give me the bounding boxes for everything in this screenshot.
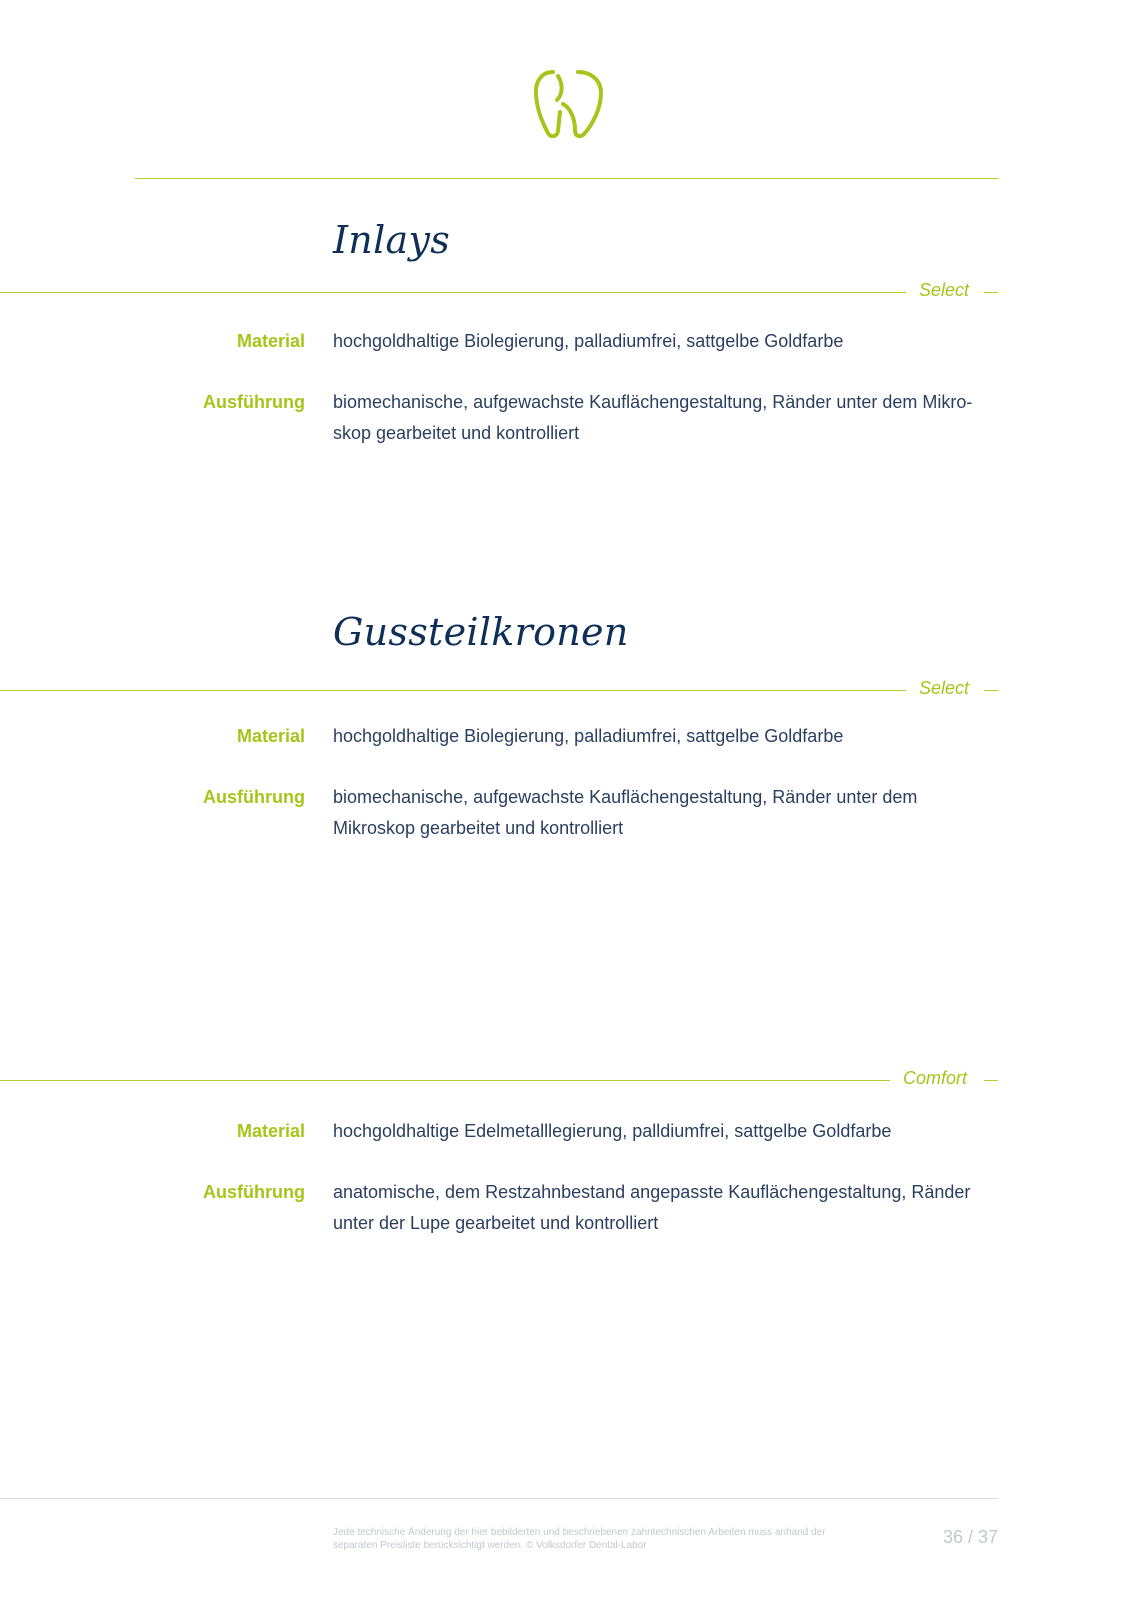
section-title: Gussteilkronen <box>333 610 629 654</box>
row-text-ausfuehrung: anatomische, dem Restzahnbestand angepasste Kauflächengestaltung, Ränder unter der Lupe gearbeitet und kontrolliert <box>333 1182 971 1233</box>
footer-divider <box>0 1498 998 1499</box>
tier-divider <box>0 292 906 293</box>
tier-dash <box>984 690 998 691</box>
page-number: 36 / 37 <box>942 1527 998 1547</box>
row-label-material: Material <box>236 331 305 351</box>
header-divider <box>135 178 998 179</box>
row-label-ausfuehrung: Ausführung <box>203 392 305 412</box>
tooth-icon <box>533 68 605 138</box>
row-label-material: Material <box>236 726 305 746</box>
tier-dash <box>984 292 998 293</box>
tier-label: Select <box>919 280 970 300</box>
tier-label: Select <box>919 678 970 698</box>
row-label-ausfuehrung: Ausführung <box>203 1182 305 1202</box>
tier-divider <box>0 1080 890 1081</box>
section-title: Inlays <box>333 218 451 262</box>
tier-label: Comfort <box>903 1068 968 1088</box>
tier-dash <box>984 1080 998 1081</box>
row-label-ausfuehrung: Ausführung <box>203 787 305 807</box>
row-text-ausfuehrung: biomechanische, aufgewachste Kauflächengestaltung, Ränder unter dem Mikro-skop gearbeitet und kontrolliert <box>333 392 973 443</box>
row-text-ausfuehrung: biomechanische, aufgewachste Kauflächengestaltung, Ränder unter dem Mikroskop gearbeitet und kontrolliert <box>333 787 918 838</box>
row-text-material: hochgoldhaltige Biolegierung, palladiumfrei, sattgelbe Goldfarbe <box>333 331 844 351</box>
footer-disclaimer: Jede technische Änderung der hier bebilderten und beschriebenen zahntechnischen Arbeiten muss anhand der separaten Preisliste berücksichtigt werden. © Volksdorfer Dental-Labor <box>333 1527 826 1551</box>
row-text-material: hochgoldhaltige Edelmetalllegierung, palldiumfrei, sattgelbe Goldfarbe <box>333 1121 892 1141</box>
tier-divider <box>0 690 906 691</box>
row-label-material: Material <box>236 1121 305 1141</box>
row-text-material: hochgoldhaltige Biolegierung, palladiumfrei, sattgelbe Goldfarbe <box>333 726 844 746</box>
